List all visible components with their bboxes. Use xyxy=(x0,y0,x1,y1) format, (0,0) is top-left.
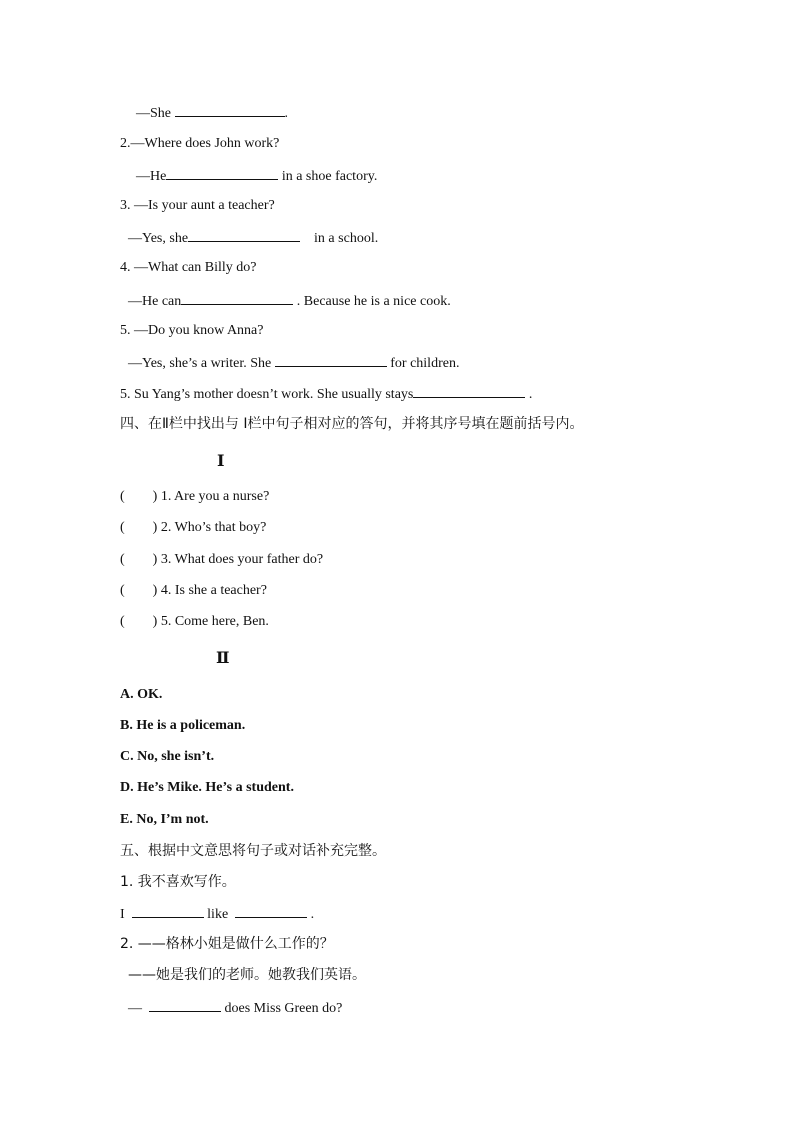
match-item-3 xyxy=(120,550,323,570)
answer-option-c: C. No, she isn’t. xyxy=(120,749,215,764)
q6-line xyxy=(120,383,532,405)
q1-answer-suffix: . xyxy=(284,106,288,121)
q5-answer-suffix: for children. xyxy=(390,356,460,371)
q6-prefix: 5. Su Yang’s mother doesn’t work. She usually stays xyxy=(120,387,414,402)
q2-answer-blank[interactable] xyxy=(166,165,278,180)
q1-answer-line xyxy=(136,102,288,124)
s5-q1-period: . xyxy=(310,907,315,922)
q1-answer-blank[interactable] xyxy=(175,102,285,117)
q3-answer-suffix: in a school. xyxy=(314,231,379,246)
answer-option-a: A. OK. xyxy=(120,687,163,702)
match-item-5 xyxy=(120,612,269,632)
section4-instruction: 四、在Ⅱ栏中找出与 Ⅰ栏中句子相对应的答句，并将其序号填在题前括号内。 xyxy=(120,416,584,432)
s5-q2-chinese-question: 2. ——格林小姐是做什么工作的？ xyxy=(120,936,334,952)
q3-answer-blank[interactable] xyxy=(188,227,300,242)
q4-answer-suffix: . Because he is a nice cook. xyxy=(296,294,451,309)
q5-answer-line xyxy=(128,352,459,374)
match-item-4 xyxy=(120,581,267,601)
q5-answer-blank[interactable] xyxy=(275,352,387,367)
s5-q1-chinese: 1. 我不喜欢写作。 xyxy=(120,874,236,890)
section5-instruction: 五、根据中文意思将句子或对话补充完整。 xyxy=(120,843,386,859)
match-item-1 xyxy=(120,487,269,507)
q2-question: 2.—Where does John work? xyxy=(120,136,280,151)
s5-q1-blank-2[interactable] xyxy=(235,903,307,918)
q6-suffix: . xyxy=(528,387,533,402)
q3-question: 3. —Is your aunt a teacher? xyxy=(120,198,275,213)
answer-bracket-5[interactable]: ( ) xyxy=(120,614,158,629)
q5-question: 5. —Do you know Anna? xyxy=(120,323,264,338)
match-item-2 xyxy=(120,518,266,538)
answer-option-d: D. He’s Mike. He’s a student. xyxy=(120,780,294,795)
q6-blank[interactable] xyxy=(413,383,525,398)
answer-bracket-4[interactable]: ( ) xyxy=(120,583,158,598)
column-1-heading: Ⅰ xyxy=(217,451,225,470)
q4-question: 4. —What can Billy do? xyxy=(120,260,257,275)
match-item-2-text: 2. Who’s that boy? xyxy=(160,520,267,535)
q5-answer-prefix: —Yes, she’s a writer. She xyxy=(128,356,272,371)
q3-answer-line xyxy=(128,227,378,249)
answer-option-b: B. He is a policeman. xyxy=(120,718,246,733)
match-item-4-text: 4. Is she a teacher? xyxy=(160,583,267,598)
s5-q1-word-i: I xyxy=(120,907,125,922)
s5-q2-english-line xyxy=(128,997,342,1019)
s5-q2-suffix: does Miss Green do? xyxy=(224,1001,343,1016)
q4-answer-prefix: —He can xyxy=(128,294,182,309)
answer-option-e: E. No, I’m not. xyxy=(120,812,209,827)
q2-answer-suffix: in a shoe factory. xyxy=(281,169,378,184)
s5-q2-dash: — xyxy=(128,1001,142,1016)
column-2-heading: Ⅱ xyxy=(216,648,230,667)
s5-q2-blank[interactable] xyxy=(149,997,221,1012)
q4-answer-blank[interactable] xyxy=(181,290,293,305)
answer-bracket-2[interactable]: ( ) xyxy=(120,520,158,535)
match-item-3-text: 3. What does your father do? xyxy=(160,552,324,567)
s5-q2-chinese-answer: ——她是我们的老师。她教我们英语。 xyxy=(128,967,366,983)
q2-answer-prefix: —He xyxy=(136,169,167,184)
q1-answer-prefix: —She xyxy=(136,106,171,121)
s5-q1-english-line xyxy=(120,903,314,925)
match-item-1-text: 1. Are you a nurse? xyxy=(160,489,270,504)
q2-answer-line xyxy=(136,165,377,187)
s5-q1-blank-1[interactable] xyxy=(132,903,204,918)
answer-bracket-3[interactable]: ( ) xyxy=(120,552,158,567)
q4-answer-line xyxy=(128,290,451,312)
s5-q1-word-like: like xyxy=(207,907,229,922)
q3-answer-prefix: —Yes, she xyxy=(128,231,189,246)
answer-bracket-1[interactable]: ( ) xyxy=(120,489,158,504)
match-item-5-text: 5. Come here, Ben. xyxy=(160,614,269,629)
